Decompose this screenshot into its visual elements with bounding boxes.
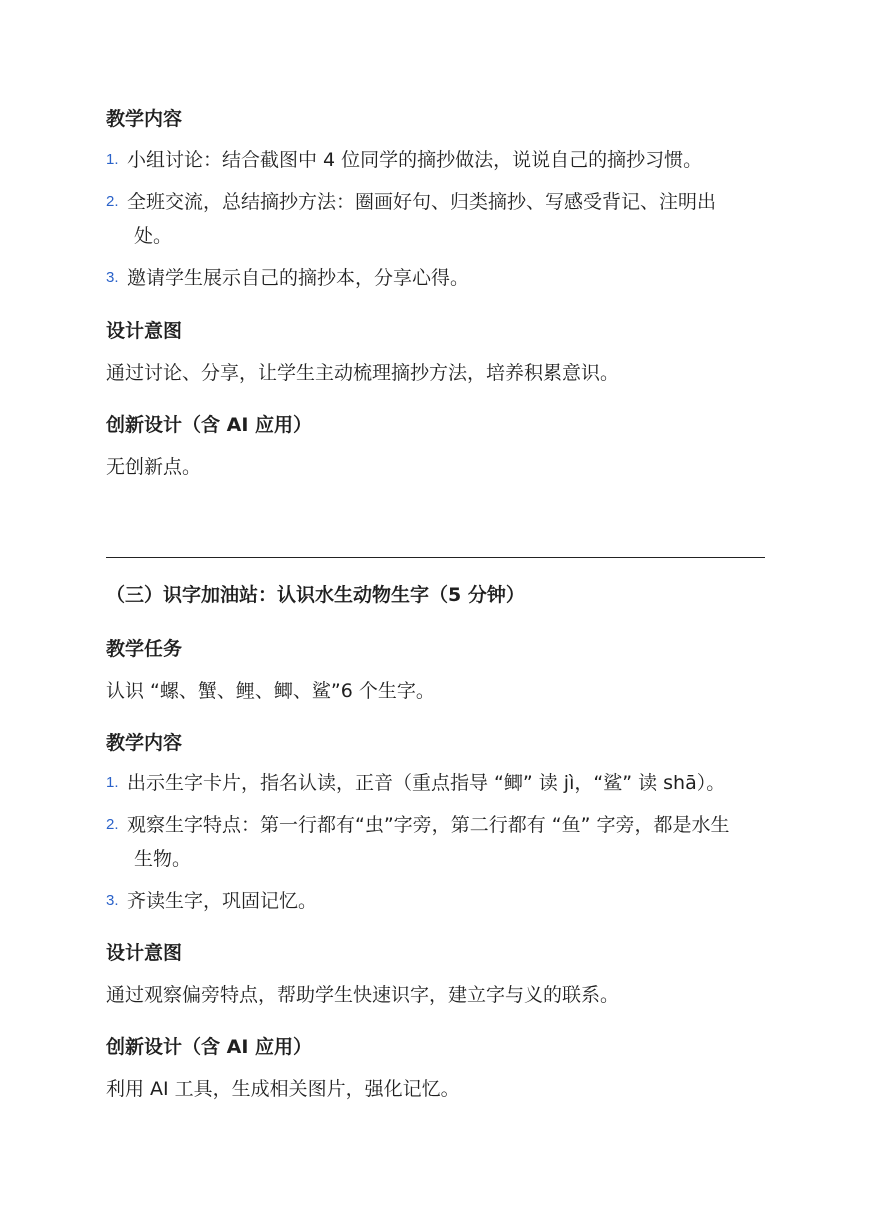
innovation-text: 无创新点。 xyxy=(106,456,202,478)
innovation-heading: 创新设计（含 AI 应用） xyxy=(106,1036,313,1058)
list-item xyxy=(106,766,766,800)
list-number: 1. xyxy=(106,774,119,791)
design-intent-text: 通过讨论、分享，让学生主动梳理摘抄方法，培养积累意识。 xyxy=(106,362,620,384)
section-divider xyxy=(106,557,765,558)
list-number: 2. xyxy=(106,816,119,833)
list-item-text: 出示生字卡片，指名认读，正音（重点指导 “鲫” 读 jì，“鲨” 读 shā）。 xyxy=(127,772,726,794)
list-item-text xyxy=(106,185,766,253)
list-number: 3. xyxy=(106,269,119,286)
design-intent-text: 通过观察偏旁特点，帮助学生快速识字，建立字与义的联系。 xyxy=(106,984,620,1006)
innovation-heading: 创新设计（含 AI 应用） xyxy=(106,414,313,436)
list-item xyxy=(106,261,766,295)
list-item-line: 生物。 xyxy=(134,848,192,870)
teaching-task-heading: 教学任务 xyxy=(106,638,183,660)
list-item-text: 齐读生字，巩固记忆。 xyxy=(127,890,318,912)
list-item-text: 小组讨论：结合截图中 4 位同学的摘抄做法，说说自己的摘抄习惯。 xyxy=(127,149,703,171)
list-item-text: 邀请学生展示自己的摘抄本，分享心得。 xyxy=(127,267,470,289)
list-number: 3. xyxy=(106,892,119,909)
design-intent-heading: 设计意图 xyxy=(106,320,183,342)
innovation-text: 利用 AI 工具，生成相关图片，强化记忆。 xyxy=(106,1078,460,1100)
list-item-text xyxy=(106,808,766,876)
list-item xyxy=(106,185,766,253)
list-number: 1. xyxy=(106,151,119,168)
list-item xyxy=(106,808,766,876)
section-title: （三）识字加油站：认识水生动物生字（5 分钟） xyxy=(106,584,525,606)
teaching-content-heading: 教学内容 xyxy=(106,108,183,130)
teaching-content-heading: 教学内容 xyxy=(106,732,183,754)
design-intent-heading: 设计意图 xyxy=(106,942,183,964)
list-item xyxy=(106,143,766,177)
teaching-task-text: 认识 “螺、蟹、鲤、鲫、鲨”6 个生字。 xyxy=(106,680,435,702)
list-number: 2. xyxy=(106,193,119,210)
list-item-line: 处。 xyxy=(134,225,173,247)
list-item-line: 观察生字特点：第一行都有“虫”字旁，第二行都有 “鱼” 字旁，都是水生 xyxy=(127,814,730,836)
list-item-line: 全班交流，总结摘抄方法：圈画好句、归类摘抄、写感受背记、注明出 xyxy=(127,191,717,213)
list-item xyxy=(106,884,766,918)
